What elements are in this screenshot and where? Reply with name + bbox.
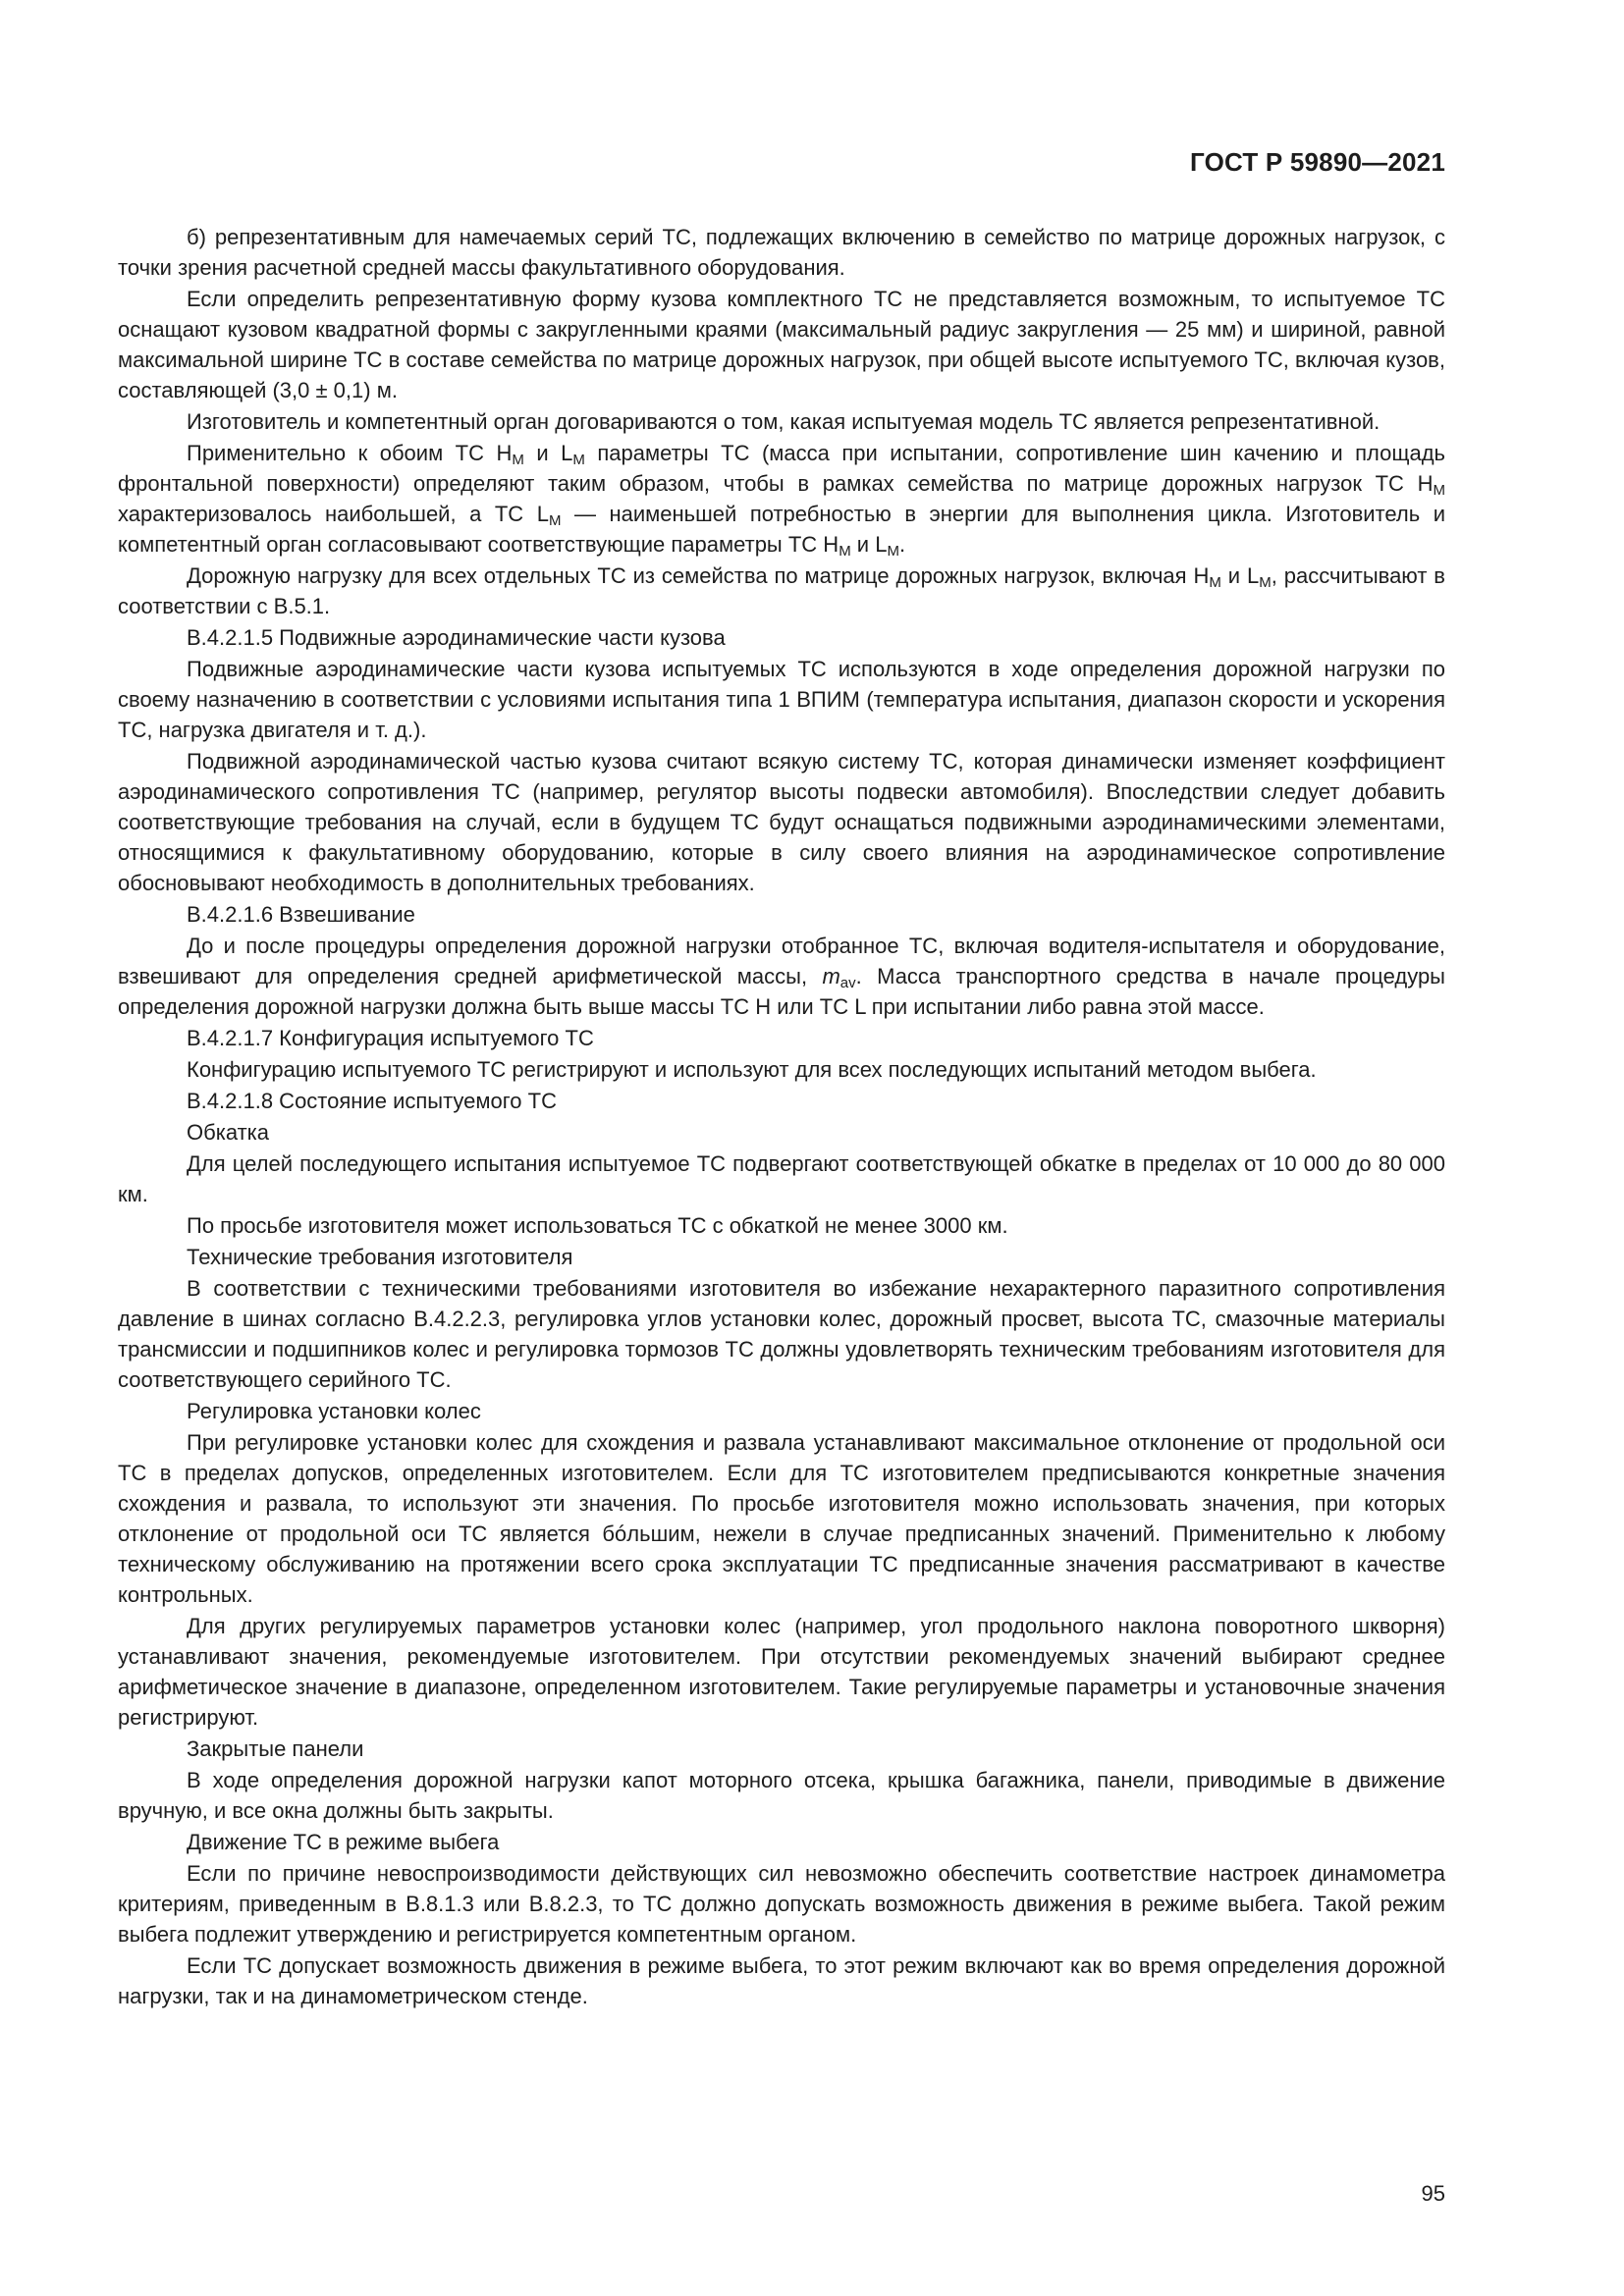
text-run: До и после процедуры определения дорожной нагрузки отобранное ТС, включая водителя-испытателя и оборудование, взвешивают для определения средней арифметической массы, [118,934,1445,988]
math-symbol: m [822,964,840,988]
paragraph: В соответствии с техническими требованиями изготовителя во избежание нехарактерного паразитного сопротивления давление в шинах согласно В.4.2.2.3, регулировка углов установки колес, дорожный просвет, высота ТС, смазочные материалы трансмиссии и подшипников колес и регулировка тормозов ТС должны удовлетворять техническим требованиям изготовителя для соответствующего серийного ТС. [118,1276,1445,1392]
paragraph [118,931,1445,1022]
text-run: и L [1220,563,1260,588]
paragraph: Подвижные аэродинамические части кузова испытуемых ТС используются в ходе определения дорожной нагрузки по своему назначению в соответствии с условиями испытания типа 1 ВПИМ (температура испытания, диапазон скорости и ускорения ТС, нагрузка двигателя и т. д.). [118,657,1445,742]
text-run: . [898,532,906,557]
text-run: параметры ТС (масса при испытании, сопротивление шин качению и площадь фронтальной поверхности) определяют таким образом, чтобы в рамках семейства по матрице дорожных нагрузок ТС Н [118,441,1445,496]
section-heading: Регулировка установки колес [187,1399,481,1423]
section-heading: В.4.2.1.7 Конфигурация испытуемого ТС [187,1026,594,1050]
subscript: M [887,543,899,560]
text-run: Дорожную нагрузку для всех отдельных ТС из семейства по матрице дорожных нагрузок, включая Н [187,563,1210,588]
text-run: . Масса транспортного средства в начале процедуры определения дорожной нагрузки должна быть выше массы ТС Н или ТС L при испытании либо равна этой массе. [118,964,1445,1019]
section-heading: Закрытые панели [187,1736,364,1761]
text-run: характеризовалось наибольшей, а ТС L [118,502,549,526]
paragraph: Подвижной аэродинамической частью кузова считают всякую систему ТС, которая динамически изменяет коэффициент аэродинамического сопротивления ТС (например, регулятор высоты подвески автомобиля). Впоследствии следует добавить соответствующие требования на случай, если в будущем ТС будут оснащаться подвижными аэродинамическими элементами, относящимися к факультативному оборудованию, которые в силу своего влияния на аэродинамическое сопротивление обосновывают необходимость в дополнительных требованиях. [118,749,1445,895]
section-heading: По просьбе изготовителя может использоваться ТС с обкаткой не менее 3000 км. [187,1213,1008,1238]
paragraph [118,561,1445,621]
text-run: , рассчитывают в соответствии с В.5.1. [118,563,1445,618]
text-run: Применительно к обоим ТС Н [187,441,513,465]
text-run: — наименьшей потребностью в энергии для выполнения цикла. Изготовитель и компетентный орган согласовывают соответствующие параметры ТС Н [118,502,1445,557]
subscript: M [1259,574,1272,591]
subscript: M [548,512,562,529]
page-number: 95 [1421,2181,1445,2206]
paragraph: Если по причине невоспроизводимости действующих сил невозможно обеспечить соответствие настроек динамометра критериям, приведенным в В.8.1.3 или В.8.2.3, то ТС должно допускать возможность движения в режиме выбега. Такой режим выбега подлежит утверждению и регистрируется компетентным органом. [118,1861,1445,1947]
subscript: av [839,975,856,991]
text-run: и L [523,441,573,465]
section-heading: Технические требования изготовителя [187,1245,573,1269]
section-heading: В.4.2.1.8 Состояние испытуемого ТС [187,1089,557,1113]
document-body [118,222,1445,2011]
subscript: M [1209,574,1221,591]
paragraph: В ходе определения дорожной нагрузки капот моторного отсека, крышка багажника, панели, приводимые в движение вручную, и все окна должны быть закрыты. [118,1768,1445,1823]
subscript: M [572,452,585,468]
section-heading: В.4.2.1.5 Подвижные аэродинамические части кузова [187,625,726,650]
text-run: и L [850,532,888,557]
paragraph: При регулировке установки колес для схождения и развала устанавливают максимальное отклонение от продольной оси ТС в пределах допусков, определенных изготовителем. Если для ТС изготовителем предписываются конкретные значения схождения и развала, то используют эти значения. По просьбе изготовителя можно использовать значения, при которых отклонение от продольной оси ТС является бóльшим, нежели в случае предписанных значений. Применительно к любому техническому обслуживанию на протяжении всего срока эксплуатации ТС предписанные значения рассматривают в качестве контрольных. [118,1430,1445,1607]
paragraph: Если ТС допускает возможность движения в режиме выбега, то этот режим включают как во время определения дорожной нагрузки, так и на динамометрическом стенде. [118,1953,1445,2008]
paragraph [118,438,1445,560]
section-heading: Обкатка [187,1120,269,1145]
document-header: ГОСТ Р 59890—2021 [1190,147,1445,177]
section-heading: Движение ТС в режиме выбега [187,1830,500,1854]
subscript: M [839,543,851,560]
paragraph: Изготовитель и компетентный орган договариваются о том, какая испытуемая модель ТС является репрезентативной. [187,409,1380,434]
paragraph: Для других регулируемых параметров установки колес (например, угол продольного наклона поворотного шкворня) устанавливают значения, рекомендуемые изготовителем. При отсутствии рекомендуемых значений выбирают среднее арифметическое значение в диапазоне, определенном изготовителем. Такие регулируемые параметры и установочные значения регистрируют. [118,1614,1445,1730]
paragraph: б) репрезентативным для намечаемых серий ТС, подлежащих включению в семейство по матрице дорожных нагрузок, с точки зрения расчетной средней массы факультативного оборудования. [118,225,1445,280]
section-heading: В.4.2.1.6 Взвешивание [187,902,415,927]
paragraph: Конфигурацию испытуемого ТС регистрируют и используют для всех последующих испытаний методом выбега. [187,1057,1317,1082]
paragraph: Если определить репрезентативную форму кузова комплектного ТС не представляется возможным, то испытуемое ТС оснащают кузовом квадратной формы с закругленными краями (максимальный радиус закругления — 25 мм) и шириной, равной максимальной ширине ТС в составе семейства по матрице дорожных нагрузок, при общей высоте испытуемого ТС, включая кузов, составляющей (3,0 ± 0,1) м. [118,287,1445,402]
subscript: M [512,452,524,468]
paragraph: Для целей последующего испытания испытуемое ТС подвергают соответствующей обкатке в пределах от 10 000 до 80 000 км. [118,1151,1445,1206]
subscript: M [1433,482,1445,499]
